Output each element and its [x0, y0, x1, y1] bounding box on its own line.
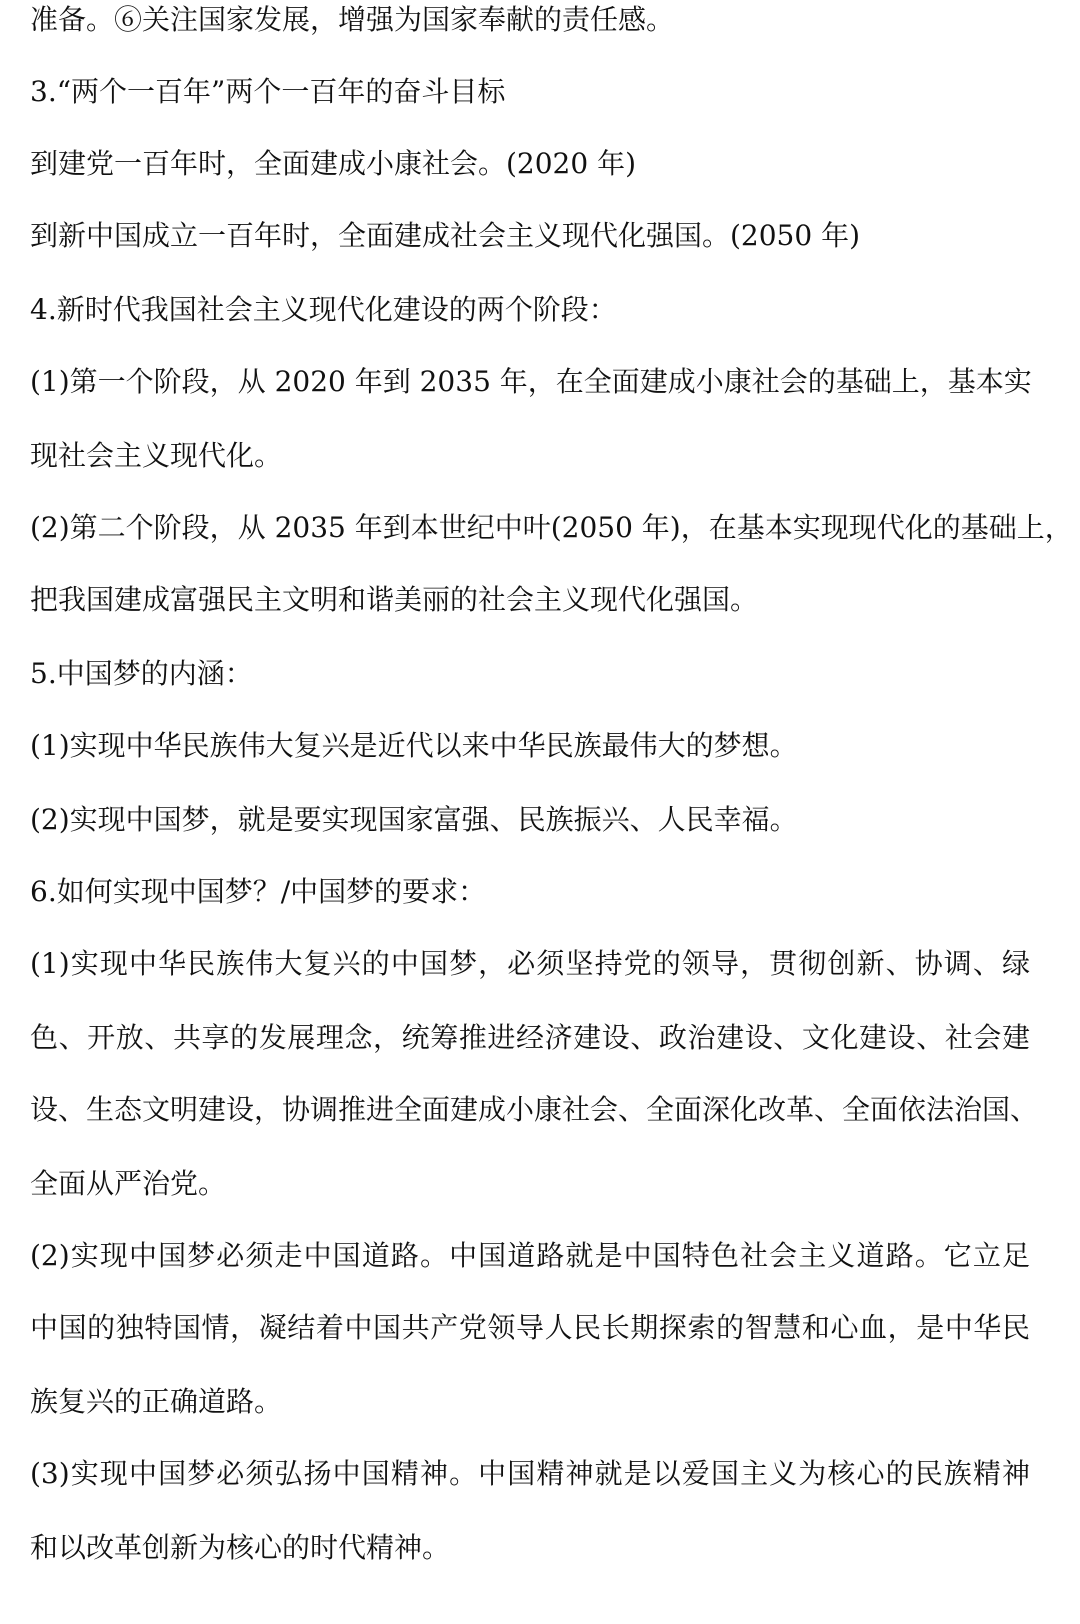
section-heading-6: 6.如何实现中国梦？/中国梦的要求： — [30, 875, 487, 908]
text-line-18: (2)实现中国梦必须走中国道路。中国道路就是中国特色社会主义道路。它立足 — [30, 1239, 1030, 1272]
section-heading-3: 3.“两个一百年”两个一百年的奋斗目标 — [30, 75, 506, 108]
text-line-16: 设、生态文明建设，协调推进全面建成小康社会、全面深化改革、全面依法治国、 — [30, 1093, 1039, 1126]
text-line-7: 现社会主义现代化。 — [30, 439, 283, 472]
section-heading-5: 5.中国梦的内涵： — [30, 657, 253, 690]
text-line-17: 全面从严治党。 — [30, 1167, 227, 1200]
text-line-6: (1)第一个阶段，从 2020 年到 2035 年，在全面建成小康社会的基础上，基本实 — [30, 365, 1032, 398]
text-line-15: 色、开放、共享的发展理念，统筹推进经济建设、政治建设、文化建设、社会建 — [30, 1021, 1030, 1054]
text-line-14: (1)实现中华民族伟大复兴的中国梦，必须坚持党的领导，贯彻创新、协调、绿 — [30, 947, 1030, 980]
text-line-21: (3)实现中国梦必须弘扬中国精神。中国精神就是以爱国主义为核心的民族精神 — [30, 1457, 1030, 1490]
text-line-4: 到新中国成立一百年时，全面建成社会主义现代化强国。(2050 年) — [30, 219, 861, 252]
text-line-20: 族复兴的正确道路。 — [30, 1385, 283, 1418]
text-line-11: (1)实现中华民族伟大复兴是近代以来中华民族最伟大的梦想。 — [30, 729, 798, 762]
text-line-3: 到建党一百年时，全面建成小康社会。(2020 年) — [30, 147, 637, 180]
section-heading-4: 4.新时代我国社会主义现代化建设的两个阶段： — [30, 293, 617, 326]
text-line-19: 中国的独特国情，凝结着中国共产党领导人民长期探索的智慧和心血，是中华民 — [30, 1311, 1030, 1344]
text-line-9: 把我国建成富强民主文明和谐美丽的社会主义现代化强国。 — [30, 583, 759, 616]
text-line-1: 准备。⑥关注国家发展，增强为国家奉献的责任感。 — [30, 3, 675, 36]
text-line-22: 和以改革创新为核心的时代精神。 — [30, 1531, 451, 1564]
text-line-8: (2)第二个阶段，从 2035 年到本世纪中叶(2050 年)，在基本实现现代化的基础上， — [30, 511, 1073, 544]
text-line-12: (2)实现中国梦，就是要实现国家富强、民族振兴、人民幸福。 — [30, 803, 798, 836]
